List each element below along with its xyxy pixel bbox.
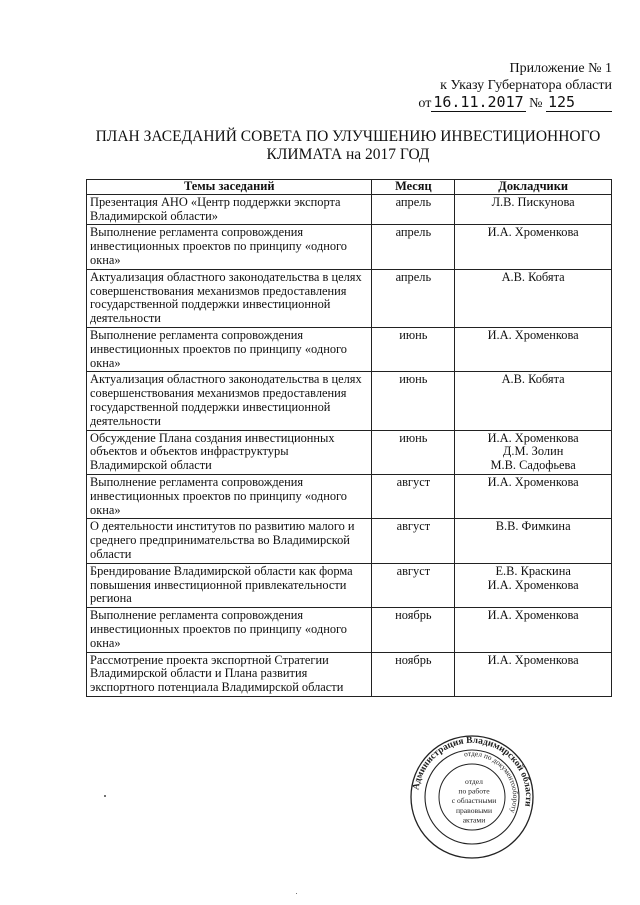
table-row [87, 225, 612, 269]
speaker-name: М.В. Садофьева [490, 458, 576, 473]
meeting-topic: Выполнение регламента сопровождения инвестиционных проектов по принципу «одного окна» [87, 474, 372, 518]
speaker-name: И.А. Хроменкова [487, 225, 579, 240]
header-month: Месяц [372, 180, 455, 195]
speaker-name: Л.В. Пискунова [491, 194, 575, 209]
meeting-speakers [455, 519, 612, 563]
speaker-name: И.А. Хроменкова [487, 577, 579, 592]
table-row [87, 519, 612, 563]
meeting-topic: Актуализация областного законодательства в целях совершенствования механизмов предоставления государственной поддержки инвестиционной деятельности [87, 372, 372, 430]
meeting-month: июнь [372, 372, 455, 430]
speaker-name: А.В. Кобята [501, 269, 565, 284]
speaker-name: В.В. Фимкина [495, 519, 571, 534]
speaker-name: И.А. Хроменкова [487, 430, 579, 445]
speaker-name: Е.В. Краскина [495, 563, 571, 578]
meeting-topic: Брендирование Владимирской области как форма повышения инвестиционной привлекательности региона [87, 563, 372, 607]
meeting-speakers [455, 225, 612, 269]
table-row [87, 430, 612, 474]
meeting-speakers [455, 474, 612, 518]
meeting-topic: Рассмотрение проекта экспортной Стратегии Владимирской области и Плана развития экспортного потенциала Владимирской области [87, 652, 372, 696]
appendix-no-label: № [529, 96, 543, 111]
appendix-from-label: от [418, 96, 432, 111]
meeting-topic: Выполнение регламента сопровождения инвестиционных проектов по принципу «одного окна» [87, 225, 372, 269]
meeting-month: август [372, 519, 455, 563]
meeting-topic: О деятельности институтов по развитию малого и среднего предпринимательства во Владимирской области [87, 519, 372, 563]
appendix-decree: к Указу Губернатора области [440, 78, 612, 93]
table-row [87, 269, 612, 327]
header-topics: Темы заседаний [87, 180, 372, 195]
meeting-speakers [455, 563, 612, 607]
meeting-month: апрель [372, 225, 455, 269]
appendix-header [372, 60, 612, 112]
scan-speck [104, 795, 106, 797]
appendix-decree-number: 125 [546, 94, 612, 112]
scan-speck [296, 893, 297, 894]
header-speakers: Докладчики [455, 180, 612, 195]
table-row [87, 474, 612, 518]
speaker-name: Д.М. Золин [502, 444, 564, 459]
appendix-date-line [372, 94, 612, 112]
appendix-number: Приложение № 1 [509, 61, 612, 76]
stamp-center-line: с областными [451, 796, 497, 806]
speaker-name: И.А. Хроменкова [487, 608, 579, 623]
meeting-speakers [455, 269, 612, 327]
table-row [87, 372, 612, 430]
meeting-speakers [455, 652, 612, 696]
meeting-month: апрель [372, 269, 455, 327]
table-row [87, 652, 612, 696]
document-title-line2: КЛИМАТА на 2017 ГОД [266, 146, 430, 163]
meeting-speakers [455, 608, 612, 652]
meeting-topic: Актуализация областного законодательства в целях совершенствования механизмов предоставления государственной поддержки инвестиционной деятельности [87, 269, 372, 327]
meeting-month: август [372, 563, 455, 607]
document-title-line1: ПЛАН ЗАСЕДАНИЙ СОВЕТА ПО УЛУЧШЕНИЮ ИНВЕСТИЦИОННОГО [95, 128, 601, 145]
stamp-center-line: по работе [458, 786, 490, 796]
table-row [87, 194, 612, 225]
meeting-month: ноябрь [372, 652, 455, 696]
department-stamp [410, 735, 534, 859]
meeting-speakers [455, 194, 612, 225]
table-row [87, 563, 612, 607]
meeting-topic: Презентация АНО «Центр поддержки экспорта Владимирской области» [87, 194, 372, 225]
meeting-month: июнь [372, 430, 455, 474]
stamp-center-line: отдел [465, 777, 483, 786]
speaker-name: И.А. Хроменкова [487, 474, 579, 489]
meeting-month: июнь [372, 327, 455, 371]
meeting-month: август [372, 474, 455, 518]
document-title [88, 128, 608, 164]
speaker-name: А.В. Кобята [501, 372, 565, 387]
stamp-ring-text: отдел по документообороту [463, 748, 521, 815]
speaker-name: И.А. Хроменкова [487, 652, 579, 667]
meeting-topic: Выполнение регламента сопровождения инвестиционных проектов по принципу «одного окна» [87, 327, 372, 371]
stamp-center-line: актами [462, 815, 486, 825]
appendix-date: 16.11.2017 [433, 93, 524, 111]
meeting-speakers [455, 327, 612, 371]
meeting-month: апрель [372, 194, 455, 225]
meeting-topic: Выполнение регламента сопровождения инвестиционных проектов по принципу «одного окна» [87, 608, 372, 652]
stamp-center-text [452, 777, 497, 824]
table-body [87, 194, 612, 696]
meeting-month: ноябрь [372, 608, 455, 652]
table-row [87, 608, 612, 652]
stamp-center-line: правовыми [455, 805, 493, 815]
meeting-topic: Обсуждение Плана создания инвестиционных объектов и объектов инфраструктуры Владимирской области [87, 430, 372, 474]
meeting-speakers [455, 372, 612, 430]
meeting-speakers [455, 430, 612, 474]
meetings-plan-table [86, 179, 612, 697]
stamp-outer-text: Администрация Владимирской области [411, 735, 534, 808]
table-row [87, 327, 612, 371]
table-header-row [87, 180, 612, 195]
speaker-name: И.А. Хроменкова [487, 327, 579, 342]
